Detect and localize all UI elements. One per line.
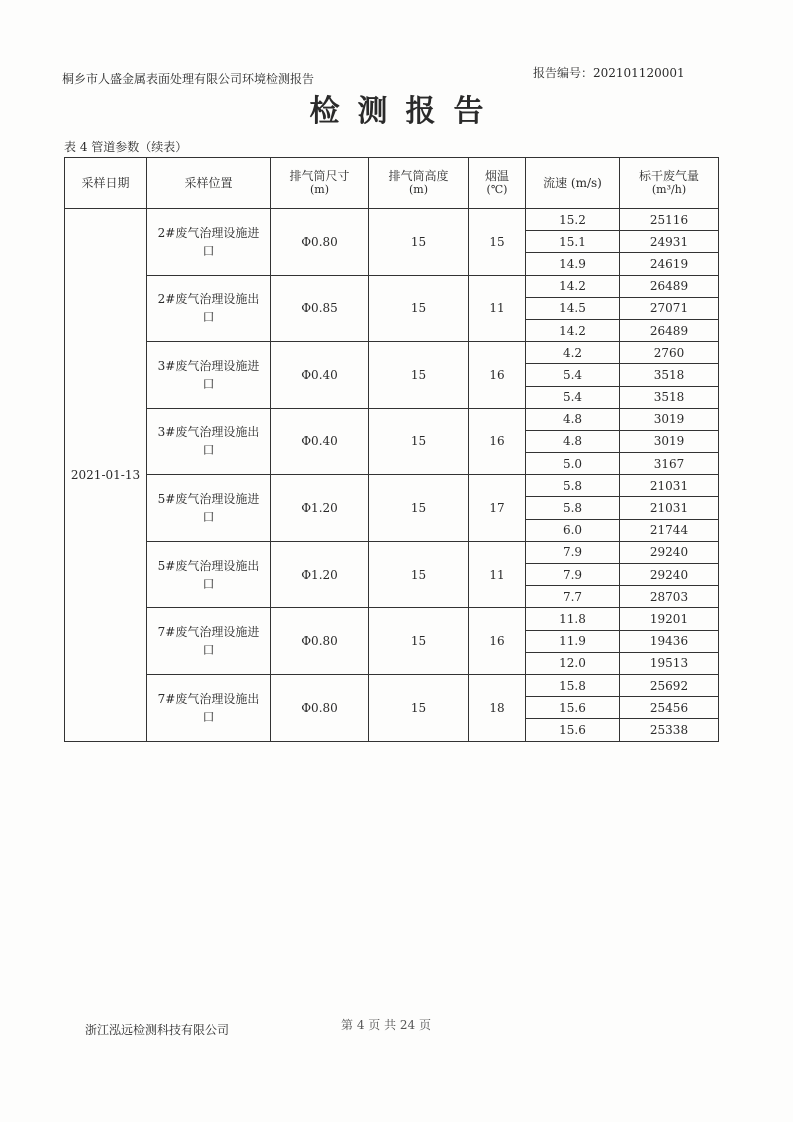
temperature-cell: 11	[469, 541, 526, 608]
temperature-cell: 11	[469, 275, 526, 342]
location-text: 7#废气治理设施出口	[157, 691, 260, 724]
flow-cell: 3019	[620, 408, 719, 430]
header-stack-size-unit: (m)	[309, 183, 329, 196]
temperature-cell: 18	[469, 674, 526, 741]
stack-height-cell: 15	[369, 408, 469, 475]
temperature-cell: 15	[469, 209, 526, 276]
location-text: 3#废气治理设施出口	[157, 425, 260, 458]
header-temp	[469, 158, 526, 209]
flow-cell: 19513	[620, 652, 719, 674]
temperature-cell: 16	[469, 342, 526, 409]
stack-height-cell: 15	[369, 475, 469, 542]
location-cell	[147, 209, 271, 276]
stack-height-cell: 15	[369, 608, 469, 675]
report-number: 报告编号：202101120001	[533, 66, 685, 80]
flow-cell: 25692	[620, 674, 719, 696]
flow-cell: 26489	[620, 275, 719, 297]
flow-cell: 28703	[620, 586, 719, 608]
header-date: 采样日期	[65, 158, 147, 209]
velocity-cell: 6.0	[526, 519, 620, 541]
flow-cell: 21744	[620, 519, 719, 541]
flow-cell: 29240	[620, 564, 719, 586]
stack-size-cell: Φ1.20	[271, 541, 369, 608]
table-row	[65, 342, 719, 364]
stack-height-cell: 15	[369, 209, 469, 276]
location-text: 2#废气治理设施出口	[157, 292, 260, 325]
company-report-header: 桐乡市人盛金属表面处理有限公司环境检测报告	[62, 72, 315, 86]
velocity-cell: 7.9	[526, 564, 620, 586]
header-location: 采样位置	[147, 158, 271, 209]
stack-size-cell: Φ0.80	[271, 209, 369, 276]
header-stack-height-label: 排气筒高度	[388, 169, 449, 183]
velocity-cell: 15.8	[526, 674, 620, 696]
header-temp-label: 烟温	[484, 169, 509, 183]
header-flow-unit: (m³/h)	[651, 183, 687, 196]
velocity-cell: 4.8	[526, 430, 620, 452]
flow-cell: 25456	[620, 697, 719, 719]
flow-cell: 24619	[620, 253, 719, 275]
flow-cell: 24931	[620, 231, 719, 253]
location-cell	[147, 275, 271, 342]
location-text: 3#废气治理设施进口	[157, 358, 260, 391]
flow-cell: 3167	[620, 453, 719, 475]
table-caption: 表 4 管道参数（续表）	[64, 140, 188, 154]
velocity-cell: 11.8	[526, 608, 620, 630]
flow-cell: 21031	[620, 475, 719, 497]
header-temp-unit: (℃)	[486, 183, 508, 196]
location-text: 7#废气治理设施进口	[157, 625, 260, 658]
location-cell	[147, 608, 271, 675]
header-flow	[620, 158, 719, 209]
flow-cell: 19201	[620, 608, 719, 630]
stack-height-cell: 15	[369, 674, 469, 741]
velocity-cell: 5.4	[526, 364, 620, 386]
location-text: 5#废气治理设施出口	[157, 558, 260, 591]
stack-size-cell: Φ0.40	[271, 342, 369, 409]
velocity-cell: 4.2	[526, 342, 620, 364]
pipe-parameters-table	[64, 157, 719, 742]
table-row	[65, 608, 719, 630]
table-row	[65, 674, 719, 696]
velocity-cell: 5.8	[526, 475, 620, 497]
velocity-cell: 15.6	[526, 697, 620, 719]
header-stack-size-label: 排气筒尺寸	[289, 169, 350, 183]
velocity-cell: 15.2	[526, 209, 620, 231]
location-cell	[147, 342, 271, 409]
velocity-cell: 4.8	[526, 408, 620, 430]
velocity-cell: 5.8	[526, 497, 620, 519]
flow-cell: 25338	[620, 719, 719, 741]
header-stack-height-unit: (m)	[408, 183, 428, 196]
velocity-cell: 15.1	[526, 231, 620, 253]
velocity-cell: 5.4	[526, 386, 620, 408]
table-header-row	[65, 158, 719, 209]
table-row	[65, 275, 719, 297]
stack-size-cell: Φ0.85	[271, 275, 369, 342]
flow-cell: 3019	[620, 430, 719, 452]
velocity-cell: 14.9	[526, 253, 620, 275]
stack-height-cell: 15	[369, 342, 469, 409]
stack-size-cell: Φ0.80	[271, 674, 369, 741]
flow-cell: 2760	[620, 342, 719, 364]
flow-cell: 27071	[620, 297, 719, 319]
velocity-cell: 5.0	[526, 453, 620, 475]
header-stack-size	[271, 158, 369, 209]
flow-cell: 3518	[620, 386, 719, 408]
flow-cell: 29240	[620, 541, 719, 563]
velocity-cell: 7.7	[526, 586, 620, 608]
velocity-cell: 15.6	[526, 719, 620, 741]
footer-page-number: 第 4 页 共 24 页	[341, 1018, 431, 1032]
stack-size-cell: Φ0.80	[271, 608, 369, 675]
stack-size-cell: Φ0.40	[271, 408, 369, 475]
flow-cell: 3518	[620, 364, 719, 386]
velocity-cell: 11.9	[526, 630, 620, 652]
page-title: 检测报告	[309, 94, 502, 129]
temperature-cell: 16	[469, 608, 526, 675]
stack-height-cell: 15	[369, 541, 469, 608]
location-text: 2#废气治理设施进口	[157, 225, 260, 258]
footer-company: 浙江泓远检测科技有限公司	[85, 1023, 230, 1037]
velocity-cell: 12.0	[526, 652, 620, 674]
location-cell	[147, 674, 271, 741]
location-text: 5#废气治理设施进口	[157, 492, 260, 525]
stack-size-cell: Φ1.20	[271, 475, 369, 542]
table-row	[65, 209, 719, 231]
table-row	[65, 408, 719, 430]
velocity-cell: 7.9	[526, 541, 620, 563]
flow-cell: 26489	[620, 319, 719, 341]
header-velocity: 流速 (m/s)	[526, 158, 620, 209]
header-stack-height	[369, 158, 469, 209]
velocity-cell: 14.5	[526, 297, 620, 319]
location-cell	[147, 541, 271, 608]
velocity-cell: 14.2	[526, 275, 620, 297]
table-body	[65, 209, 719, 742]
temperature-cell: 17	[469, 475, 526, 542]
flow-cell: 19436	[620, 630, 719, 652]
sampling-date-cell: 2021-01-13	[65, 209, 147, 742]
flow-cell: 25116	[620, 209, 719, 231]
header-flow-label: 标干废气量	[638, 169, 699, 183]
location-cell	[147, 475, 271, 542]
velocity-cell: 14.2	[526, 319, 620, 341]
table-row	[65, 475, 719, 497]
temperature-cell: 16	[469, 408, 526, 475]
table-row	[65, 541, 719, 563]
flow-cell: 21031	[620, 497, 719, 519]
stack-height-cell: 15	[369, 275, 469, 342]
location-cell	[147, 408, 271, 475]
